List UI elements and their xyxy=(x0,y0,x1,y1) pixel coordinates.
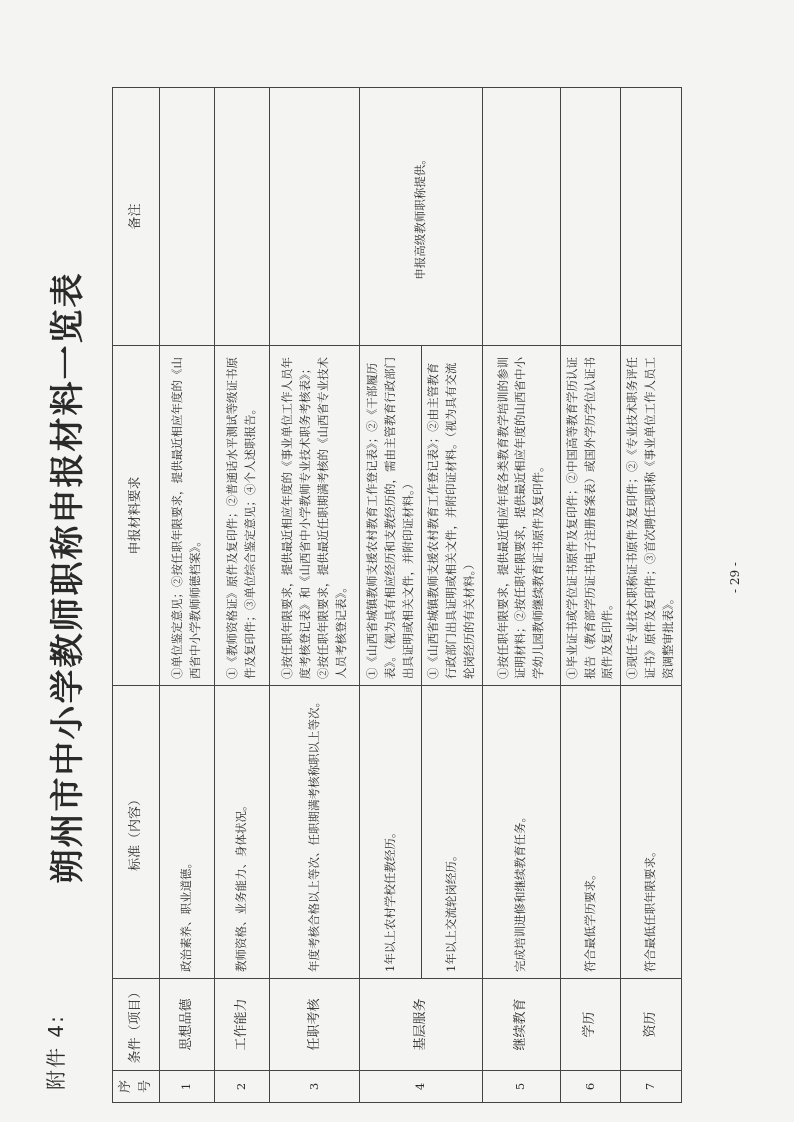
row-condition: 资历 xyxy=(621,979,681,1071)
row-standard: 教师资格、业务能力、身体状况。 xyxy=(215,686,270,979)
row-notes xyxy=(482,88,560,346)
header-notes: 备注 xyxy=(113,88,160,346)
materials-table xyxy=(112,87,682,1103)
row-notes: 申报高级教师职称提供。 xyxy=(360,88,482,346)
row-notes xyxy=(270,88,360,346)
row-standard: 政治素养、职业道德。 xyxy=(160,686,215,979)
table-header-row xyxy=(113,88,160,1103)
row-standard: 符合最低任职年限要求。 xyxy=(621,686,681,979)
row-condition: 学历 xyxy=(560,979,620,1071)
row-condition: 工作能力 xyxy=(215,979,270,1071)
row-materials: ①按任职年限要求，提供最近相应年度的《事业单位工作人员年度考核登记表》和《山西省中小学教师专业技术职务考核表》；②按任职年限要求，提供最近任职期满考核的《山西省专业技术人员考核登记表》。 xyxy=(270,346,360,686)
table-row xyxy=(360,88,422,1103)
row-materials: ①《教师资格证》原件及复印件；②普通话水平测试等级证书原件及复印件；③单位综合鉴定意见；④个人述职报告。 xyxy=(215,346,270,686)
table-row xyxy=(160,88,215,1103)
row-condition: 任职考核 xyxy=(270,979,360,1071)
row-condition: 基层服务 xyxy=(360,979,482,1071)
table-row xyxy=(215,88,270,1103)
page-number: - 29 - xyxy=(728,562,742,594)
table-row xyxy=(482,88,560,1103)
row-standard: 1年以上农村学校任教经历。 xyxy=(360,686,422,979)
row-no: 6 xyxy=(560,1071,620,1103)
row-notes xyxy=(560,88,620,346)
row-materials: ①《山西省城镇教师支援农村教育工作登记表》；②《干部履历表》。（视为具有相应经历和支教经历的，需由主管教育行政部门出具证明或相关文件，并附印证材料。） xyxy=(360,346,422,686)
row-materials: ①毕业证书或学位证书原件及复印件；②中国高等教育学历认证报告（教育部学历证书电子注册备案表）或国外学历学位认证书原件及复印件。 xyxy=(560,346,620,686)
attachment-label: 附件 4: xyxy=(44,1014,68,1090)
table-row xyxy=(270,88,360,1103)
row-no: 7 xyxy=(621,1071,681,1103)
header-no: 序号 xyxy=(113,1071,160,1103)
row-materials: ①按任职年限要求，提供最近相应年度各类教育教学培训的参训证明材料；②按任职年限要求，提供最近相应年度的山西省中小学幼儿园教师继续教育证书原件及复印件。 xyxy=(482,346,560,686)
table-row xyxy=(560,88,620,1103)
row-standard: 符合最低学历要求。 xyxy=(560,686,620,979)
header-condition: 条件（项目） xyxy=(113,979,160,1071)
row-notes xyxy=(160,88,215,346)
header-materials: 申报材料要求 xyxy=(113,346,160,686)
header-standard: 标准（内容） xyxy=(113,686,160,979)
row-standard: 1年以上交流轮岗经历。 xyxy=(422,686,482,979)
row-materials: ①单位鉴定意见；②按任职年限要求，提供最近相应年度的《山西省中小学教师师德档案》。 xyxy=(160,346,215,686)
table-row xyxy=(621,88,681,1103)
row-no: 3 xyxy=(270,1071,360,1103)
row-no: 2 xyxy=(215,1071,270,1103)
row-condition: 思想品德 xyxy=(160,979,215,1071)
row-condition: 继续教育 xyxy=(482,979,560,1071)
row-no: 1 xyxy=(160,1071,215,1103)
row-standard: 完成培训进修和继续教育任务。 xyxy=(482,686,560,979)
row-materials: ①《山西省城镇教师支援农村教育工作登记表》；②由主管教育行政部门出具证明或相关文件，并附印证材料。（视为具有交流轮岗经历的有关材料。） xyxy=(422,346,482,686)
row-no: 5 xyxy=(482,1071,560,1103)
document-title: 朔州市中小学教师职称申报材料一览表 xyxy=(48,271,88,884)
rotated-document-page xyxy=(20,40,780,1115)
row-notes xyxy=(621,88,681,346)
row-notes xyxy=(215,88,270,346)
row-standard: 年度考核合格以上等次、任职期满考核称职以上等次。 xyxy=(270,686,360,979)
row-no: 4 xyxy=(360,1071,482,1103)
row-materials: ①现任专业技术职称证书原件及复印件；②《专业技术职务评任证书》原件及复印件；③首次聘任现职称《事业单位工作人员工资调整审批表》。 xyxy=(621,346,681,686)
